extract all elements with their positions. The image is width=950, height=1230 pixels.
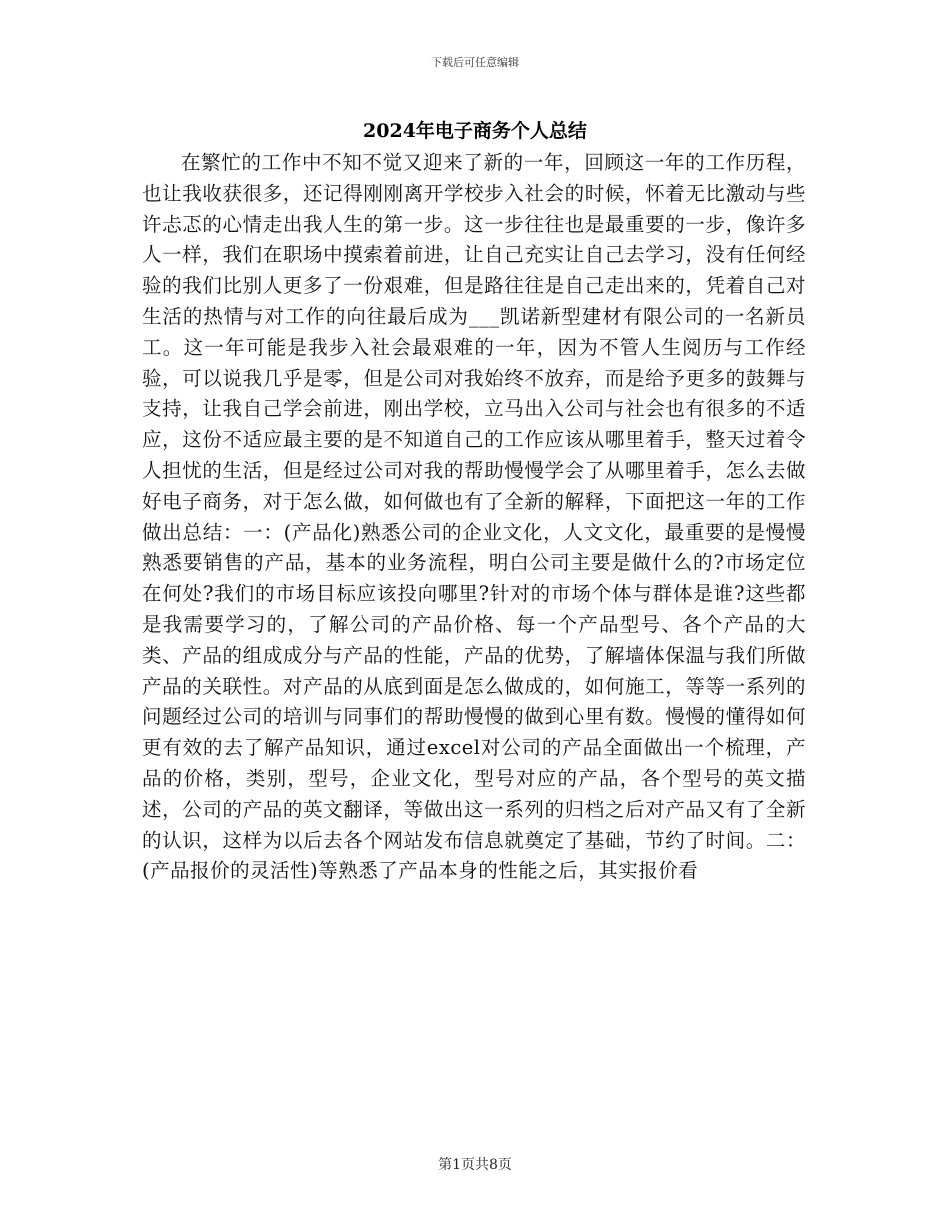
document-title: 2024年电子商务个人总结 xyxy=(363,120,587,142)
page-header: 下载后可任意编辑 xyxy=(431,56,519,69)
page-footer: 第1页共8页 xyxy=(438,1157,512,1173)
body-paragraph: 在繁忙的工作中不知不觉又迎来了新的一年，回顾这一年的工作历程，也让我收获很多，还记得刚刚离开学校步入社会的时候，怀着无比激动与些许忐忑的心情走出我人生的第一步。这一步往往也是最重要的一步，像许多人一样，我们在职场中摸索着前进，让自己充实让自己去学习，没有任何经验的我们比别人更多了一份艰难，但是路往往是自己走出来的，凭着自己对生活的热情与对工作的向往最后成为___凯诺新型建材有限公司的一名新员工。这一年可能是我步入社会最艰难的一年，因为不管人生阅历与工作经验，可以说我几乎是零，但是公司对我始终不放弃，而是给予更多的鼓舞与支持，让我自己学会前进，刚出学校，立马出入公司与社会也有很多的不适应，这份不适应最主要的是不知道自己的工作应该从哪里着手，整天过着令人担忧的生活，但是经过公司对我的帮助慢慢学会了从哪里着手，怎么去做好电子商务，对于怎么做，如何做也有了全新的解释，下面把这一年的工作做出总结：一：(产品化)熟悉公司的企业文化，人文文化，最重要的是慢慢熟悉要销售的产品，基本的业务流程，明白公司主要是做什么的?市场定位在何处?我们的市场目标应该投向哪里?针对的市场个体与群体是谁?这些都是我需要学习的，了解公司的产品价格、每一个产品型号、各个产品的大类、产品的组成成分与产品的性能，产品的优势，了解墙体保温与我们所做产品的关联性。对产品的从底到面是怎么做成的，如何施工，等等一系列的问题经过公司的培训与同事们的帮助慢慢的做到心里有数。慢慢的懂得如何更有效的去了解产品知识，通过excel对公司的产品全面做出一个梳理，产品的价格，类别，型号，企业文化，型号对应的产品，各个型号的英文描述，公司的产品的英文翻译，等做出这一系列的归档之后对产品又有了全新的认识，这样为以后去各个网站发布信息就奠定了基础，节约了时间。二：(产品报价的灵活性)等熟悉了产品本身的性能之后，其实报价看 xyxy=(142,151,806,883)
